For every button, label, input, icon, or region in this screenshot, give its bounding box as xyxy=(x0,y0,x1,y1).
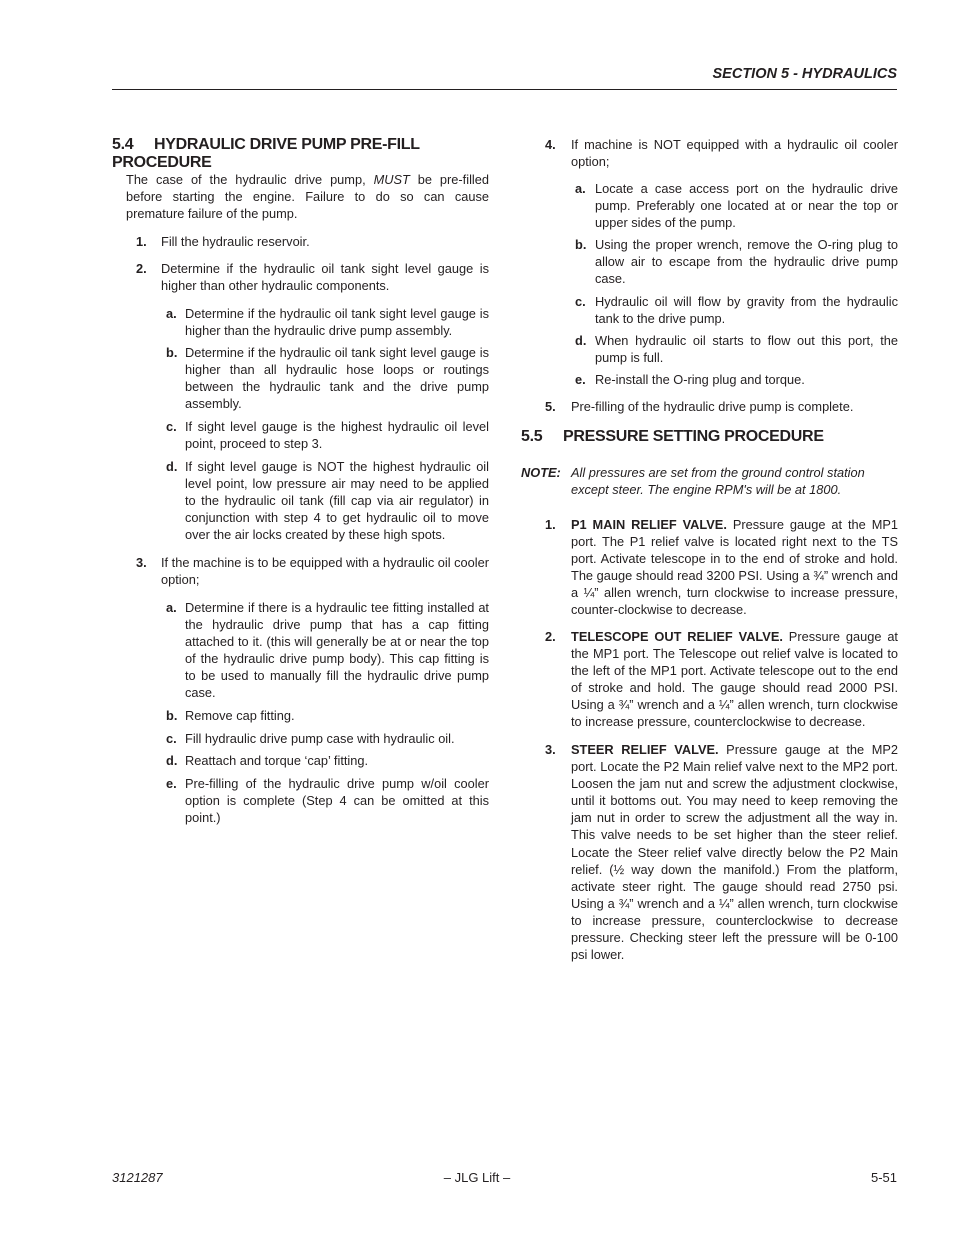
intro-emphasis: MUST xyxy=(373,172,410,187)
step-label: 3. xyxy=(136,555,147,570)
step-text xyxy=(571,628,898,731)
substep-text: Hydraulic oil will flow by gravity from the hydraulic tank to the drive pump. xyxy=(595,294,898,327)
substep-label: d. xyxy=(166,459,178,474)
section-title: PRESSURE SETTING PROCEDURE xyxy=(563,428,824,445)
footer-brand: – JLG Lift – xyxy=(443,1170,511,1185)
section-5-4-heading xyxy=(112,136,489,172)
step-text: If machine is NOT equipped with a hydraulic oil cooler option; xyxy=(571,137,898,170)
step-body: Pressure gauge at the MP2 port. Locate the P2 Main relief valve next to the MP2 port. Loosen the jam nut and screw the adjustment clockwise, until it bottoms out. You may need to keep removing the jam nut in order to screw the adjustment all the way in. This valve needs to be set higher than the steer relief. Locate the Steer relief valve directly below the P2 Main relief. (½ way down the manifold.) From the platform, activate steer right. The gauge should read 2750 psi. Using a ¾” wrench and a ¼” allen wrench, turn clockwise to increase pressure, counterclockwise to decrease pressure. Checking steer left the pressure will be 0-100 psi lower. xyxy=(571,742,899,963)
step-label: 1. xyxy=(545,517,556,532)
step-label: 4. xyxy=(545,137,556,152)
intro-paragraph xyxy=(126,171,489,222)
substep-label: d. xyxy=(166,753,178,768)
step-text: Pre-filling of the hydraulic drive pump is complete. xyxy=(571,399,854,414)
substep-label: c. xyxy=(166,731,177,746)
substep-text: Re-install the O-ring plug and torque. xyxy=(595,372,805,387)
section-5-5-heading xyxy=(521,428,824,446)
step-text xyxy=(571,516,898,619)
substep-label: d. xyxy=(575,333,587,348)
substep-text: Determine if there is a hydraulic tee fitting installed at the hydraulic drive pump that has a cap fitting attached to it. (this will generally be at or near the top of the hydraulic drive pump body). This cap fitting is to be used to manually fill the hydraulic drive pump case. xyxy=(185,600,489,701)
section-title: HYDRAULIC DRIVE PUMP PRE-FILL PROCEDURE xyxy=(112,136,420,171)
step-text: Fill the hydraulic reservoir. xyxy=(161,234,310,249)
step-title: STEER RELIEF VALVE. xyxy=(571,742,719,757)
step-title: P1 MAIN RELIEF VALVE. xyxy=(571,517,727,532)
substep-label: a. xyxy=(166,600,177,615)
substep-text: Locate a case access port on the hydraulic drive pump. Preferably one located at or near the top or upper sides of the pump. xyxy=(595,181,898,231)
step-text: If the machine is to be equipped with a hydraulic oil cooler option; xyxy=(161,555,489,588)
step-label: 5. xyxy=(545,399,556,414)
step-text xyxy=(571,741,898,963)
intro-text: The case of the hydraulic drive pump, xyxy=(126,172,374,187)
step-label: 2. xyxy=(136,261,147,276)
step-label: 1. xyxy=(136,234,147,249)
step-body: Pressure gauge at the MP1 port. The P1 relief valve is located right next to the TS port. Activate telescope in to the end of stroke and hold. The gauge should read 3200 PSI. Using a ¾” wrench and a ¼” allen wrench, turn clockwise to increase pressure, counter-clockwise to decrease. xyxy=(571,517,899,618)
substep-label: a. xyxy=(166,306,177,321)
section-number: 5.4 xyxy=(112,136,134,153)
substep-label: a. xyxy=(575,181,586,196)
step-label: 2. xyxy=(545,629,556,644)
substep-text: Using the proper wrench, remove the O-ring plug to allow air to escape from the hydraulic drive pump case. xyxy=(595,237,898,287)
step-label: 3. xyxy=(545,742,556,757)
substep-text: Remove cap fitting. xyxy=(185,708,295,723)
substep-label: c. xyxy=(575,294,586,309)
substep-label: b. xyxy=(575,237,587,252)
step-title: TELESCOPE OUT RELIEF VALVE. xyxy=(571,629,783,644)
substep-label: e. xyxy=(575,372,586,387)
section-number: 5.5 xyxy=(521,428,543,445)
substep-label: b. xyxy=(166,708,178,723)
substep-text: If sight level gauge is the highest hydraulic oil level point, proceed to step 3. xyxy=(185,419,489,452)
step-text: Determine if the hydraulic oil tank sight level gauge is higher than other hydraulic components. xyxy=(161,261,489,294)
substep-text: Fill hydraulic drive pump case with hydraulic oil. xyxy=(185,731,455,746)
note-text: All pressures are set from the ground control station except steer. The engine RPM's will be at 1800. xyxy=(571,465,865,498)
substep-text: Determine if the hydraulic oil tank sight level gauge is higher than the hydraulic drive pump assembly. xyxy=(185,306,489,339)
footer-page-number: 5-51 xyxy=(870,1170,897,1185)
substep-text: Determine if the hydraulic oil tank sight level gauge is higher than all hydraulic hose loops or routings between the hydraulic tank and the drive pump assembly. xyxy=(185,345,489,412)
substep-text: If sight level gauge is NOT the highest hydraulic oil level point, low pressure air may need to be applied to the hydraulic oil tank (fill cap via air regulator) in conjunction with step 4 to get hydraulic oil to move over the air locks created by these high spots. xyxy=(185,459,489,543)
substep-text: Pre-filling of the hydraulic drive pump w/oil cooler option is complete (Step 4 can be omitted at this point.) xyxy=(185,776,489,826)
substep-text: Reattach and torque ‘cap’ fitting. xyxy=(185,753,369,768)
intro-text-end: be pre-filled before starting the engine. Failure to do so can cause premature failure of the pump. xyxy=(126,172,489,222)
substep-text: When hydraulic oil starts to flow out this port, the pump is full. xyxy=(595,333,898,366)
substep-label: c. xyxy=(166,419,177,434)
step-body: Pressure gauge at the MP1 port. The Telescope out relief valve is located to the left of the MP1 port. Activate telescope out to the end of stroke and hold. The gauge should read 2000 PSI. Using a ¾” wrench and a ¼” allen wrench, turn clockwise to increase pressure, counterclockwise to decrease. xyxy=(571,629,898,730)
note-label: NOTE: xyxy=(521,465,561,480)
footer-doc-number: 3121287 xyxy=(112,1170,163,1185)
substep-label: b. xyxy=(166,345,178,360)
section-header-title: SECTION 5 - HYDRAULICS xyxy=(712,66,897,82)
header-rule xyxy=(112,89,897,90)
substep-label: e. xyxy=(166,776,177,791)
